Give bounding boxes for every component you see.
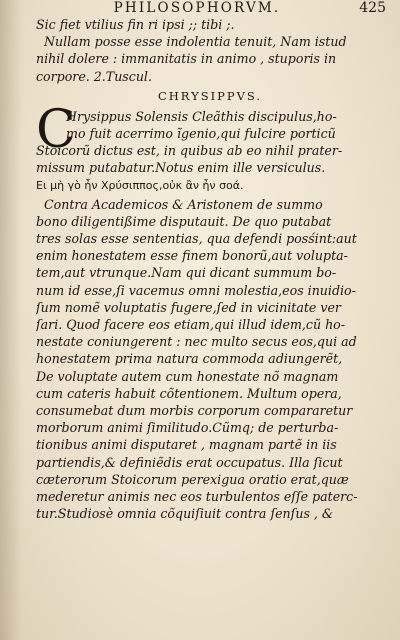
text-line: tres solas esse sententias, qua defendi posśint:aut xyxy=(36,231,357,247)
text-line: cum cateris habuit cõtentionem. Multum opera, xyxy=(36,385,342,401)
text-line: mo fuit acerrimo ĩgenio,qui fulcire porticũ xyxy=(66,125,336,141)
section-heading: CHRYSIPPVS. xyxy=(157,88,263,103)
text-line: ſari. Quod facere eos etiam,qui illud idem,cũ ho- xyxy=(36,317,346,332)
text-line: Hrysippus Solensis Cleãthis discipulus,ho- xyxy=(66,108,337,124)
text-line: num id esse,ſi vacemus omni molestia,eos inuidio- xyxy=(36,282,356,298)
text-line: nihil dolere : immanitatis in animo , stuporis in xyxy=(36,51,337,67)
page-number: 425 xyxy=(359,0,386,16)
running-head: PHILOSOPHORVM. xyxy=(113,0,281,16)
text-line: honestatem prima natura commoda adiungerẽt, xyxy=(36,351,343,367)
text-line: cæterorum Stoicorum perexigua oratio erat,quæ xyxy=(36,471,349,487)
text-block xyxy=(36,16,384,522)
text-line: consumebat dum morbis corporum compararetur xyxy=(36,402,353,418)
text-line: Contra Academicos & Aristonem de summo xyxy=(44,196,323,212)
text-line: De voluptate autem cum honestate nõ magnam xyxy=(36,368,339,384)
text-line: Stoicorũ dictus est, in quibus ab eo nihil prater- xyxy=(36,143,343,159)
text-line: partiendis,& definiẽdis erat occupatus. Illa ſicut xyxy=(36,454,343,470)
text-line: nestate coniungerent : nec multo secus eos,qui ad xyxy=(36,334,357,350)
text-line: missum putabatur.Notus enim ille versiculus. xyxy=(36,160,326,176)
text-line: enim honestatem esse finem bonorũ,aut volupta- xyxy=(36,248,348,264)
text-line: tionibus animi disputaret , magnam partẽ in iis xyxy=(36,437,337,453)
drop-cap-paragraph xyxy=(36,99,384,177)
text-line: morborum animi ſimilitudo.Cũmq; de perturba- xyxy=(36,420,339,436)
text-line: bono diligentißime disputauit. De quo putabat xyxy=(36,213,332,229)
text-line: tem,aut vtrunque.Nam qui dicant summum bo- xyxy=(36,265,337,281)
text-line: Nullam posse esse indolentia tenuit, Nam istud xyxy=(44,34,347,50)
paragraph xyxy=(36,196,384,523)
text-line: tur.Studiosè omnia cõquiſiuit contra ſenſus , & xyxy=(36,506,334,522)
text-line: Sic fiet vtilius fin ri ipsi ;; tibi ;. xyxy=(36,17,235,32)
text-line: corpore. 2.Tuscul. xyxy=(36,68,152,84)
text-line: mederetur animis nec eos turbulentos eſſe paterc- xyxy=(36,488,358,504)
text-line: ſum nomẽ voluptatis fugere,ſed in vicinitate ver xyxy=(36,299,341,315)
gutter-shadow xyxy=(0,0,22,640)
greek-verse-line: Ει μὴ γὸ ἦν Χρύσιππος,οὐκ ἂν ἦν σοά. xyxy=(36,178,244,192)
drop-cap: C xyxy=(36,99,76,160)
